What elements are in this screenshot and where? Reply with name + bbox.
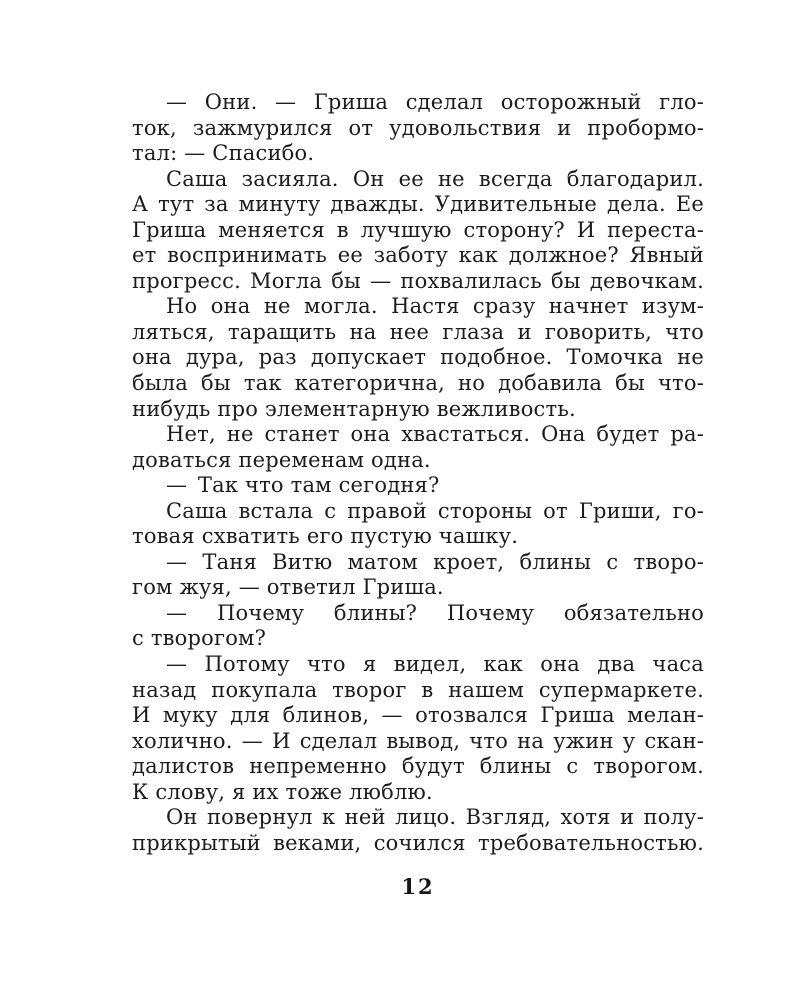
text-line: ет воспринимать ее заботу как должное? Явный xyxy=(132,243,704,268)
text-line: — Так что там сегодня? xyxy=(166,473,440,498)
text-line: назад покупала творог в нашем супермаркете. xyxy=(132,677,704,702)
text-line: — Таня Витю матом кроет, блины с творо- xyxy=(166,549,704,574)
text-line: — Они. — Гриша сделал осторожный гло- xyxy=(166,90,704,114)
text-line: она дура, раз допускает подобное. Томочка не xyxy=(132,345,704,370)
text-line: ляться, таращить на нее глаза и говорить, что xyxy=(132,319,704,344)
text-line: прикрытый веками, сочился требовательностью. xyxy=(132,830,704,855)
text-line: гом жуя, — ответил Гриша. xyxy=(132,575,444,600)
text-line: Гриша меняется в лучшую сторону? И переста- xyxy=(132,217,704,242)
text-line: прогресс. Могла бы — похвалилась бы девочкам. xyxy=(132,268,704,293)
text-line: нибудь про элементарную вежливость. xyxy=(132,396,576,421)
text-line: Саша засияла. Он ее не всегда благодарил. xyxy=(166,166,704,191)
text-line: товая схватить его пустую чашку. xyxy=(132,524,519,549)
text-line: холично. — И сделал вывод, что на ужин у скан- xyxy=(132,728,704,753)
text-line: Саша встала с правой стороны от Гриши, го- xyxy=(166,498,704,523)
page-number: 12 xyxy=(401,874,435,899)
text-line: Но она не могла. Настя сразу начнет изум- xyxy=(166,294,704,319)
text-line: далистов непременно будут блины с творогом. xyxy=(132,754,704,779)
text-line: — Потому что я видел, как она два часа xyxy=(166,652,704,677)
text-line: И муку для блинов, — отозвался Гриша мелан- xyxy=(132,703,704,728)
text-line: доваться переменам одна. xyxy=(132,447,431,472)
text-line: ток, зажмурился от удовольствия и пробормо- xyxy=(132,115,704,140)
text-line: Он повернул к ней лицо. Взгляд, хотя и полу- xyxy=(166,805,704,830)
text-block xyxy=(132,90,704,856)
text-line: Нет, не станет она хвастаться. Она будет ра- xyxy=(166,422,704,447)
text-line: тал: — Спасибо. xyxy=(132,141,315,166)
text-line: А тут за минуту дважды. Удивительные дела. Ее xyxy=(132,192,704,217)
text-line: с творогом? xyxy=(132,626,267,651)
text-line: К слову, я их тоже люблю. xyxy=(132,779,433,804)
text-line: — Почему блины? Почему обязательно xyxy=(166,600,704,625)
text-line: была бы так категорична, но добавила бы что- xyxy=(132,371,704,396)
